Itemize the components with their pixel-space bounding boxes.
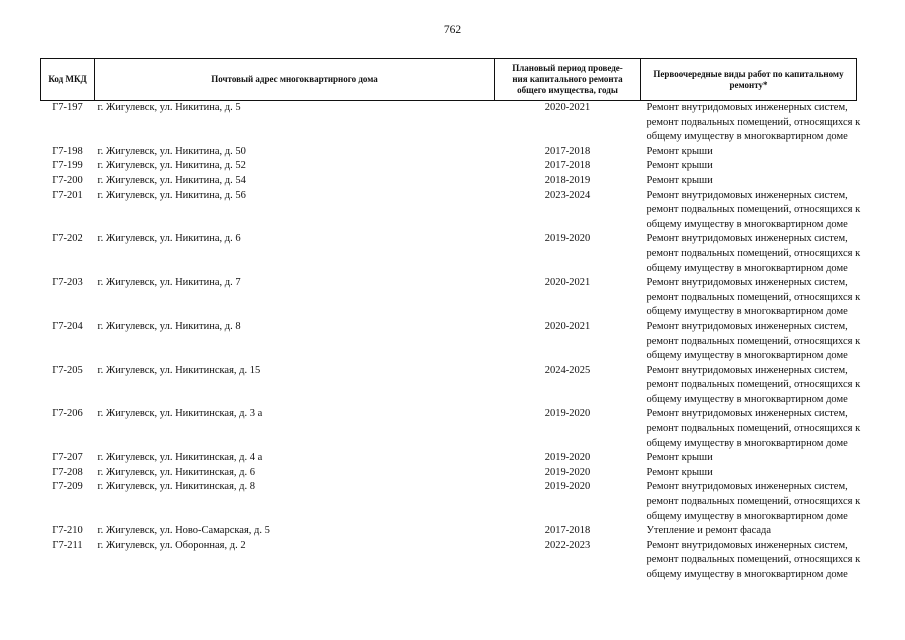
- mkd-code-cell: Г7-207: [52, 452, 83, 464]
- works-line: Ремонт внутридомовых инженерных систем,: [646, 539, 848, 551]
- works-line: Ремонт внутридомовых инженерных систем,: [646, 102, 848, 113]
- address-cell: г. Жигулевск, ул. Никитинская, д. 15: [97, 364, 261, 376]
- period-cell: 2019-2020: [544, 452, 591, 464]
- table-row: [41, 276, 857, 320]
- mkd-code-cell: Г7-205: [52, 364, 83, 376]
- works-line: ремонт подвальных помещений, относящихся к: [646, 116, 861, 128]
- table-header: [41, 59, 857, 101]
- period-cell: 2023-2024: [544, 189, 591, 201]
- period-cell: 2019-2020: [544, 481, 591, 493]
- mkd-code-cell: Г7-202: [52, 233, 83, 245]
- mkd-code-cell: Г7-204: [52, 320, 83, 332]
- works-line: общему имуществу в многоквартирном доме: [646, 262, 848, 274]
- works-line: ремонт подвальных помещений, относящихся к: [646, 247, 861, 259]
- mkd-code-cell: Г7-209: [52, 481, 83, 493]
- works-cell: [641, 101, 861, 145]
- period-cell: 2020-2021: [544, 277, 591, 289]
- works-line: Ремонт внутридомовых инженерных систем,: [646, 481, 848, 493]
- works-line: Ремонт крыши: [646, 466, 713, 478]
- period-cell: 2019-2020: [544, 233, 591, 245]
- works-line: ремонт подвальных помещений, относящихся к: [646, 423, 861, 435]
- page-number: 762: [443, 24, 462, 36]
- works-line: Ремонт крыши: [646, 145, 713, 157]
- address-cell: г. Жигулевск, ул. Никитина, д. 52: [97, 160, 246, 172]
- period-cell: 2017-2018: [544, 525, 591, 537]
- works-line: Ремонт внутридомовых инженерных систем,: [646, 189, 848, 201]
- works-line: общему имуществу в многоквартирном доме: [646, 306, 848, 318]
- works-line: Ремонт внутридомовых инженерных систем,: [646, 364, 848, 376]
- table-row: [41, 320, 857, 364]
- works-cell: [641, 539, 861, 583]
- table-row: [41, 364, 857, 408]
- works-line: Ремонт внутридомовых инженерных систем,: [646, 233, 848, 245]
- mkd-code-cell: Г7-200: [52, 174, 83, 186]
- works-line: Ремонт внутридомовых инженерных систем,: [646, 408, 848, 420]
- works-cell: [641, 276, 861, 320]
- works-line: общему имуществу в многоквартирном доме: [646, 569, 848, 580]
- address-cell: г. Жигулевск, ул. Никитинская, д. 3 а: [97, 408, 263, 420]
- works-cell: [641, 466, 857, 481]
- works-line: общему имуществу в многоквартирном доме: [646, 218, 848, 230]
- works-cell: [641, 174, 857, 189]
- header-period-line: Плановый период проведе-: [512, 63, 623, 73]
- works-line: ремонт подвальных помещений, относящихся к: [646, 379, 861, 391]
- works-cell: [641, 480, 861, 524]
- period-cell: 2017-2018: [544, 145, 591, 157]
- works-cell: [641, 159, 857, 174]
- address-cell: г. Жигулевск, ул. Никитина, д. 8: [97, 320, 241, 332]
- table-row: [41, 174, 857, 189]
- works-line: Ремонт внутридомовых инженерных систем,: [646, 277, 848, 289]
- works-line: ремонт подвальных помещений, относящихся к: [646, 335, 861, 347]
- address-cell: г. Жигулевск, ул. Никитинская, д. 8: [97, 481, 256, 493]
- table-row: [41, 189, 857, 233]
- works-line: общему имуществу в многоквартирном доме: [646, 131, 848, 143]
- works-line: ремонт подвальных помещений, относящихся к: [646, 291, 861, 303]
- period-cell: 2024-2025: [544, 364, 591, 376]
- works-cell: [641, 524, 857, 539]
- table-row: [41, 232, 857, 276]
- header-period: [495, 59, 641, 101]
- mkd-code-cell: Г7-201: [52, 189, 83, 201]
- works-line: общему имуществу в многоквартирном доме: [646, 510, 848, 522]
- header-address: Почтовый адрес многоквартирного дома: [95, 59, 495, 101]
- period-cell: 2022-2023: [544, 539, 591, 551]
- mkd-code-cell: Г7-197: [52, 102, 83, 113]
- table-row: [41, 524, 857, 539]
- works-cell: [641, 320, 861, 364]
- table-row: [41, 466, 857, 481]
- table-body: [41, 101, 861, 583]
- period-cell: 2017-2018: [544, 160, 591, 172]
- works-line: ремонт подвальных помещений, относящихся к: [646, 204, 861, 216]
- works-line: ремонт подвальных помещений, относящихся к: [646, 496, 861, 508]
- mkd-code-cell: Г7-208: [52, 466, 83, 478]
- table-row: [41, 539, 857, 583]
- period-cell: 2018-2019: [544, 174, 591, 186]
- works-line: Ремонт крыши: [646, 452, 713, 464]
- mkd-code-cell: Г7-211: [52, 539, 83, 551]
- works-line: общему имуществу в многоквартирном доме: [646, 393, 848, 405]
- address-cell: г. Жигулевск, ул. Никитина, д. 50: [97, 145, 246, 157]
- mkd-code-cell: Г7-199: [52, 160, 83, 172]
- header-works: [641, 59, 857, 101]
- table-row: [41, 145, 857, 160]
- works-line: Ремонт внутридомовых инженерных систем,: [646, 320, 848, 332]
- address-cell: г. Жигулевск, ул. Никитина, д. 54: [97, 174, 246, 186]
- header-works-line: ремонту*: [729, 79, 768, 90]
- header-works-line: Первоочередные виды работ по капитальному: [653, 68, 844, 79]
- works-cell: [641, 364, 861, 408]
- address-cell: г. Жигулевск, ул. Оборонная, д. 2: [97, 539, 246, 551]
- works-cell: [641, 145, 857, 160]
- works-line: Утепление и ремонт фасада: [646, 525, 772, 537]
- table-row: [41, 101, 857, 145]
- works-line: общему имуществу в многоквартирном доме: [646, 350, 848, 362]
- period-cell: 2019-2020: [544, 408, 591, 420]
- works-line: Ремонт крыши: [646, 160, 713, 172]
- address-cell: г. Жигулевск, ул. Никитина, д. 5: [97, 102, 241, 113]
- capital-repair-table: [40, 58, 861, 583]
- header-code: Код МКД: [41, 59, 95, 101]
- works-cell: [641, 189, 861, 233]
- address-cell: г. Жигулевск, ул. Никитинская, д. 4 а: [97, 452, 263, 464]
- works-cell: [641, 451, 857, 466]
- header-period-line: общего имущества, годы: [517, 85, 618, 95]
- table-row: [41, 480, 857, 524]
- address-cell: г. Жигулевск, ул. Никитинская, д. 6: [97, 466, 256, 478]
- period-cell: 2020-2021: [544, 320, 591, 332]
- works-line: Ремонт крыши: [646, 174, 713, 186]
- table-row: [41, 451, 857, 466]
- works-cell: [641, 232, 861, 276]
- address-cell: г. Жигулевск, ул. Никитина, д. 56: [97, 189, 246, 201]
- mkd-code-cell: Г7-198: [52, 145, 83, 157]
- table-row: [41, 159, 857, 174]
- table-row: [41, 407, 857, 451]
- mkd-code-cell: Г7-206: [52, 408, 83, 420]
- mkd-code-cell: Г7-203: [52, 277, 83, 289]
- works-line: ремонт подвальных помещений, относящихся к: [646, 554, 861, 566]
- address-cell: г. Жигулевск, ул. Никитина, д. 7: [97, 277, 241, 289]
- works-line: общему имуществу в многоквартирном доме: [646, 437, 848, 449]
- mkd-code-cell: Г7-210: [52, 525, 83, 537]
- works-cell: [641, 407, 861, 451]
- period-cell: 2020-2021: [544, 102, 591, 113]
- address-cell: г. Жигулевск, ул. Ново-Самарская, д. 5: [97, 525, 270, 537]
- address-cell: г. Жигулевск, ул. Никитина, д. 6: [97, 233, 241, 245]
- period-cell: 2019-2020: [544, 466, 591, 478]
- header-period-line: ния капитального ремонта: [512, 74, 623, 84]
